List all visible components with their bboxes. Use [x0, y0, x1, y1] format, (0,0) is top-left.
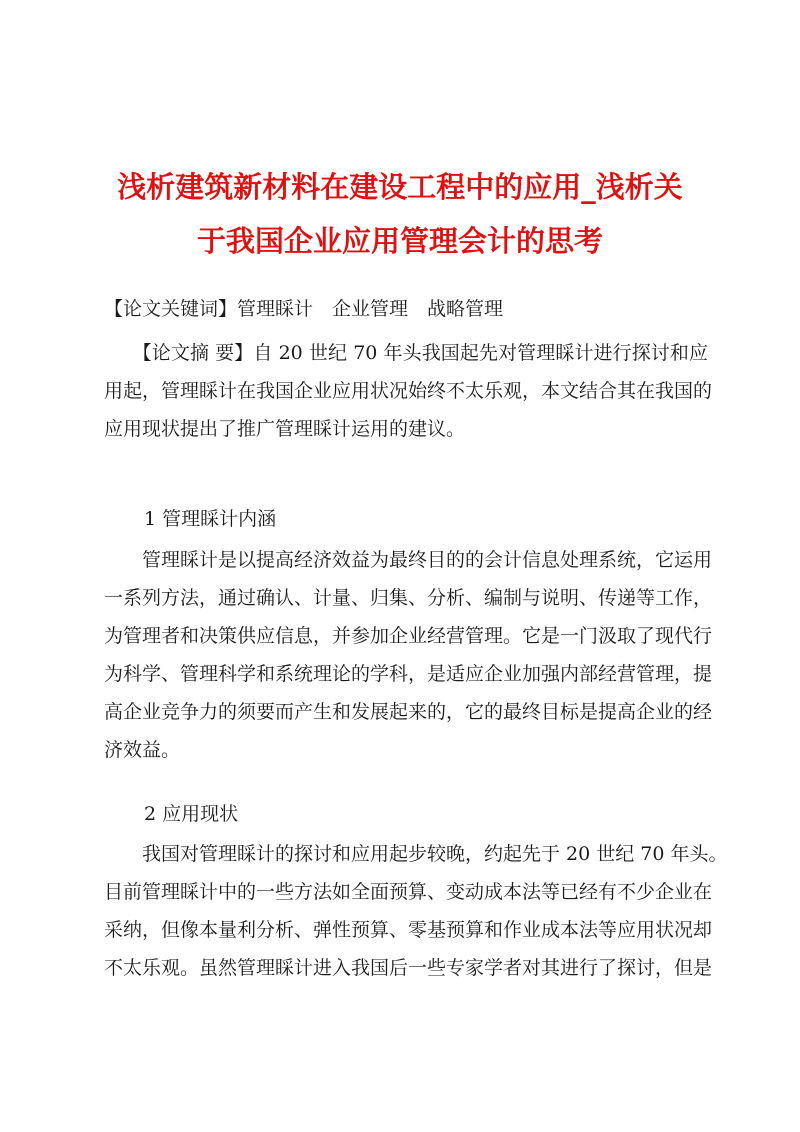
section-heading-text: 2 应用现状 [144, 803, 239, 825]
document-title [90, 160, 710, 268]
abstract-line: 应用现状提出了推广管理睬计运用的建议。 [104, 418, 466, 440]
abstract-line: 用起，管理睬计在我国企业应用状况始终不太乐观，本文结合其在我国的 [104, 380, 713, 402]
paragraph-line: 为管理者和决策供应信息，并参加企业经营管理。它是一门汲取了现代行 [104, 625, 713, 647]
paragraph-line: 高企业竞争力的须要而产生和发展起来的，它的最终目标是提高企业的经 [104, 701, 713, 723]
abstract-line: 【论文摘 要】自 20 世纪 70 年头我国起先对管理睬计进行探讨和应 [104, 342, 708, 364]
keywords-line [104, 290, 708, 328]
section-2-heading [144, 795, 748, 833]
paragraph-line: 为科学、管理科学和系统理论的学科，是适应企业加强内部经营管理，提 [104, 663, 713, 685]
section-1-paragraph [104, 541, 713, 769]
paragraph-line: 我国对管理睬计的探讨和应用起步较晚，约起先于 20 世纪 70 年头。 [104, 843, 728, 865]
section-2-paragraph [104, 835, 728, 987]
paragraph-line: 济效益。 [104, 739, 181, 761]
keywords-text: 【论文关键词】管理睬计 企业管理 战略管理 [104, 298, 504, 320]
paragraph-line: 一系列方法，通过确认、计量、归集、分析、编制与说明、传递等工作， [104, 587, 713, 609]
section-1-heading [144, 500, 748, 538]
abstract-paragraph [104, 334, 713, 448]
paragraph-line: 不太乐观。虽然管理睬计进入我国后一些专家学者对其进行了探讨，但是 [104, 957, 713, 979]
section-heading-text: 1 管理睬计内涵 [144, 508, 277, 530]
paragraph-line: 目前管理睬计中的一些方法如全面预算、变动成本法等已经有不少企业在 [104, 881, 713, 903]
title-line-1: 浅析建筑新材料在建设工程中的应用_浅析关 [117, 170, 683, 204]
title-line-2: 于我国企业应用管理会计的思考 [196, 224, 603, 258]
paragraph-line: 采纳，但像本量利分析、弹性预算、零基预算和作业成本法等应用状况却 [104, 919, 713, 941]
paragraph-line: 管理睬计是以提高经济效益为最终目的的会计信息处理系统，它运用 [104, 549, 713, 571]
